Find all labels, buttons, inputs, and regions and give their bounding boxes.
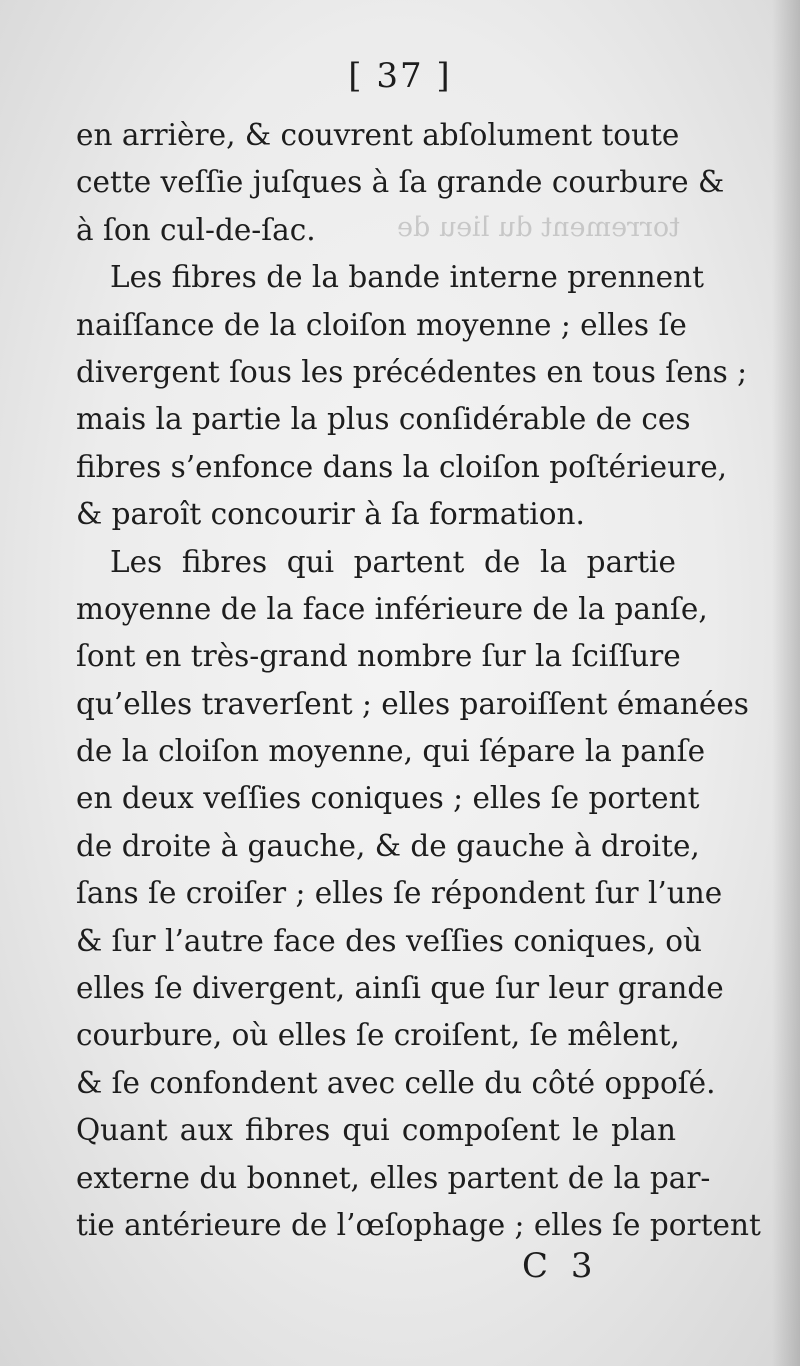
text-line: & paroît concourir à ſa formation.: [76, 497, 585, 532]
page-edge-shadow: [772, 0, 800, 1366]
text-line: ſont en très-grand nombre ſur la ſciſſure: [76, 639, 681, 674]
text-line: mais la partie la plus conſidérable de ces: [76, 402, 691, 437]
text-line: Quant aux fibres qui compoſent le plan: [76, 1113, 676, 1148]
text-line: fibres s’enfonce dans la cloiſon poſtérieure,: [76, 449, 728, 484]
text-line: externe du bonnet, elles partent de la par-: [76, 1160, 711, 1195]
body-text: [76, 112, 761, 1249]
bleed-through-text: torrement du lieu de: [396, 212, 680, 243]
text-line: naiſſance de la cloiſon moyenne ; elles ſe: [76, 307, 687, 342]
text-line: & ſe confondent avec celle du côté oppoſé.: [76, 1065, 716, 1100]
text-line: & ſur l’autre face des veſſies coniques, où: [76, 923, 703, 958]
text-line: elles ſe divergent, ainſi que ſur leur grande: [76, 971, 724, 1006]
text-line: divergent ſous les précédentes en tous ſens ;: [76, 354, 748, 389]
page-number-header: [ 37 ]: [348, 56, 452, 96]
signature-mark: C 3: [522, 1246, 599, 1286]
text-line: en arrière, & couvrent abſolument toute: [76, 118, 680, 152]
text-line: à ſon cul-de-ſac.: [76, 212, 316, 247]
text-line: qu’elles traverſent ; elles paroiſſent émanées: [76, 686, 749, 721]
text-line: de droite à gauche, & de gauche à droite,: [76, 828, 700, 863]
text-line: cette veſſie juſques à ſa grande courbure &: [76, 165, 725, 200]
paragraph-start-line: Les fibres de la bande interne prennent: [110, 260, 704, 295]
text-line: en deux veſſies coniques ; elles ſe portent: [76, 781, 700, 816]
text-line: moyenne de la face inférieure de la panſe,: [76, 591, 708, 626]
text-line: de la cloiſon moyenne, qui ſépare la panſe: [76, 734, 706, 769]
text-line: tie antérieure de l’œſophage ; elles ſe portent: [76, 1207, 761, 1242]
paragraph-start-line: Les fibres qui partent de la partie: [110, 544, 676, 579]
text-line: ſans ſe croiſer ; elles ſe répondent ſur l’une: [76, 876, 723, 911]
text-line: courbure, où elles ſe croiſent, ſe mêlent,: [76, 1018, 680, 1053]
